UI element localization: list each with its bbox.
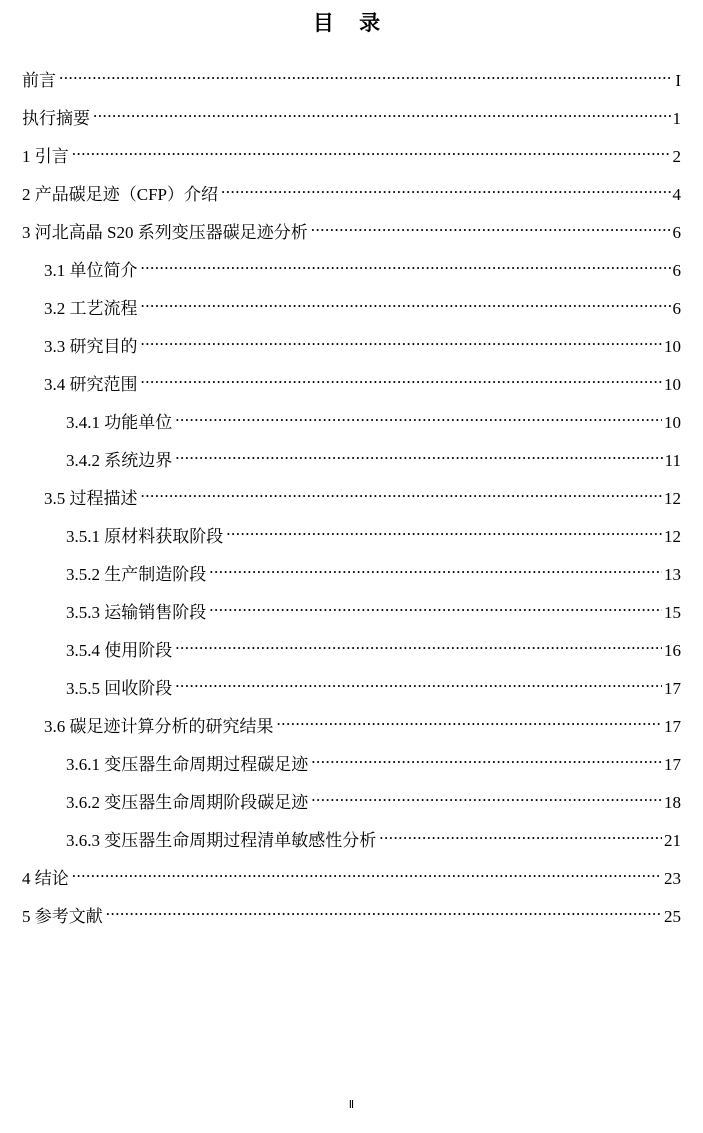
toc-entry-label: 3.6 碳足迹计算分析的研究结果 bbox=[44, 717, 274, 736]
toc-leader-dots bbox=[141, 262, 671, 276]
toc-entry[interactable] bbox=[44, 488, 681, 510]
toc-entry[interactable] bbox=[66, 830, 681, 852]
toc-leader-dots bbox=[72, 870, 662, 884]
toc-entry-label: 3.5 过程描述 bbox=[44, 489, 138, 508]
toc-entry[interactable] bbox=[44, 336, 681, 358]
toc-leader-dots bbox=[277, 718, 663, 732]
toc-entry-page-number: 10 bbox=[664, 413, 681, 432]
toc-entry-page-number: 18 bbox=[664, 793, 681, 812]
toc-leader-dots bbox=[141, 300, 671, 314]
table-of-contents bbox=[22, 70, 681, 928]
toc-leader-dots bbox=[141, 490, 663, 504]
toc-entry[interactable] bbox=[22, 184, 681, 206]
toc-entry[interactable] bbox=[66, 792, 681, 814]
toc-entry-label: 3.5.5 回收阶段 bbox=[66, 679, 173, 698]
toc-entry-page-number: 21 bbox=[664, 831, 681, 850]
toc-entry-page-number: 10 bbox=[664, 337, 681, 356]
footer-page-number: Ⅱ bbox=[348, 1099, 355, 1111]
toc-entry-page-number: 25 bbox=[664, 907, 681, 926]
toc-entry-label: 3 河北高晶 S20 系列变压器碳足迹分析 bbox=[22, 223, 308, 242]
toc-entry-label: 1 引言 bbox=[22, 147, 69, 166]
toc-leader-dots bbox=[175, 680, 662, 694]
toc-leader-dots bbox=[226, 528, 662, 542]
toc-entry-page-number: 6 bbox=[672, 261, 681, 280]
toc-leader-dots bbox=[311, 756, 662, 770]
toc-leader-dots bbox=[311, 794, 662, 808]
toc-entry-label: 3.5.3 运输销售阶段 bbox=[66, 603, 207, 622]
toc-entry-label: 3.5.2 生产制造阶段 bbox=[66, 565, 207, 584]
toc-entry[interactable] bbox=[66, 450, 681, 472]
toc-entry-page-number: 4 bbox=[672, 185, 681, 204]
toc-entry[interactable] bbox=[66, 412, 681, 434]
toc-entry[interactable] bbox=[66, 602, 681, 624]
toc-entry-page-number: 17 bbox=[664, 717, 681, 736]
toc-entry[interactable] bbox=[66, 526, 681, 548]
toc-leader-dots bbox=[106, 908, 662, 922]
toc-entry[interactable] bbox=[44, 298, 681, 320]
toc-entry-label: 3.6.1 变压器生命周期过程碳足迹 bbox=[66, 755, 309, 774]
toc-leader-dots bbox=[93, 110, 671, 124]
toc-entry-page-number: 1 bbox=[672, 109, 681, 128]
toc-entry-label: 2 产品碳足迹（CFP）介绍 bbox=[22, 185, 218, 204]
toc-entry-page-number: 17 bbox=[664, 679, 681, 698]
toc-entry-page-number: 6 bbox=[672, 223, 681, 242]
toc-leader-dots bbox=[59, 72, 673, 86]
toc-entry-label: 前言 bbox=[22, 71, 56, 90]
toc-entry-page-number: 6 bbox=[672, 299, 681, 318]
toc-entry-page-number: 17 bbox=[664, 755, 681, 774]
toc-entry-label: 执行摘要 bbox=[22, 109, 90, 128]
toc-entry-label: 3.4 研究范围 bbox=[44, 375, 138, 394]
toc-leader-dots bbox=[175, 414, 662, 428]
toc-entry-page-number: 12 bbox=[664, 489, 681, 508]
toc-entry-page-number: 11 bbox=[664, 451, 681, 470]
toc-entry[interactable] bbox=[22, 906, 681, 928]
toc-entry[interactable] bbox=[22, 222, 681, 244]
toc-entry[interactable] bbox=[44, 716, 681, 738]
toc-leader-dots bbox=[311, 224, 671, 238]
toc-entry-label: 3.5.4 使用阶段 bbox=[66, 641, 173, 660]
toc-entry[interactable] bbox=[22, 70, 681, 92]
toc-entry-label: 3.4.1 功能单位 bbox=[66, 413, 173, 432]
toc-entry-page-number: 23 bbox=[664, 869, 681, 888]
page-title: 目 录 bbox=[312, 11, 391, 35]
toc-entry-page-number: 10 bbox=[664, 375, 681, 394]
toc-entry-label: 3.3 研究目的 bbox=[44, 337, 138, 356]
toc-entry[interactable] bbox=[44, 374, 681, 396]
toc-entry[interactable] bbox=[22, 146, 681, 168]
toc-entry-label: 3.5.1 原材料获取阶段 bbox=[66, 527, 224, 546]
toc-leader-dots bbox=[209, 566, 662, 580]
toc-leader-dots bbox=[72, 148, 671, 162]
toc-leader-dots bbox=[141, 376, 663, 390]
toc-entry-label: 4 结论 bbox=[22, 869, 69, 888]
toc-entry[interactable] bbox=[22, 868, 681, 890]
toc-entry[interactable] bbox=[66, 564, 681, 586]
toc-entry[interactable] bbox=[22, 108, 681, 130]
toc-entry-page-number: 2 bbox=[672, 147, 681, 166]
toc-entry[interactable] bbox=[44, 260, 681, 282]
toc-entry-label: 3.6.3 变压器生命周期过程清单敏感性分析 bbox=[66, 831, 377, 850]
toc-entry[interactable] bbox=[66, 640, 681, 662]
toc-entry-page-number: 16 bbox=[664, 641, 681, 660]
toc-leader-dots bbox=[209, 604, 662, 618]
toc-entry-page-number: 12 bbox=[664, 527, 681, 546]
toc-leader-dots bbox=[141, 338, 663, 352]
toc-leader-dots bbox=[221, 186, 671, 200]
toc-entry-page-number: I bbox=[675, 71, 681, 90]
toc-leader-dots bbox=[175, 642, 662, 656]
toc-entry-label: 3.2 工艺流程 bbox=[44, 299, 138, 318]
toc-entry-label: 5 参考文献 bbox=[22, 907, 103, 926]
toc-entry[interactable] bbox=[66, 678, 681, 700]
toc-entry-page-number: 13 bbox=[664, 565, 681, 584]
toc-leader-dots bbox=[175, 452, 662, 466]
toc-entry[interactable] bbox=[66, 754, 681, 776]
toc-entry-page-number: 15 bbox=[664, 603, 681, 622]
toc-entry-label: 3.6.2 变压器生命周期阶段碳足迹 bbox=[66, 793, 309, 812]
toc-entry-label: 3.1 单位简介 bbox=[44, 261, 138, 280]
toc-entry-label: 3.4.2 系统边界 bbox=[66, 451, 173, 470]
toc-leader-dots bbox=[379, 832, 662, 846]
